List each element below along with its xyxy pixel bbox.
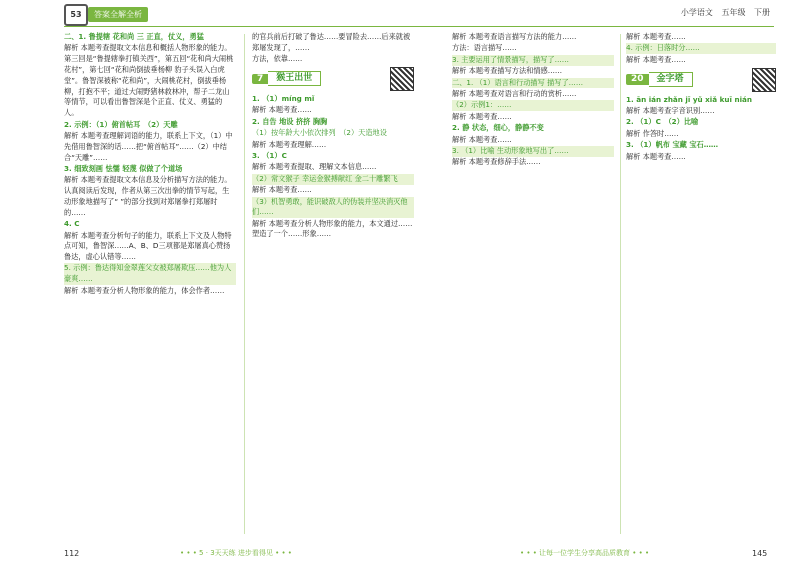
lesson-20-heading <box>626 68 776 92</box>
answer-line: 二、1. （1）语言和行动描写 描写了…… <box>452 78 614 89</box>
column-3 <box>452 32 614 530</box>
explanation-line: 解析 本题考查描写方法和情感…… <box>452 66 563 76</box>
page-number-left: 112 <box>64 549 80 558</box>
answer-line: 3. （1）帆布 宝藏 宝石…… <box>626 140 719 150</box>
answer-line: 1. ān ián zhǎn jī yǔ xiǎ kuī nián <box>626 94 753 104</box>
footer-slogan-right: • • • 让每一位学生分享高品质教育 • • • <box>520 549 650 557</box>
explanation-line: 解析 本题考查对语言和行动的赏析…… <box>452 88 577 98</box>
answer-line: 4. 示例：日落时分…… <box>626 43 776 54</box>
explanation-line: 解析 本题考查分析句子的能力，联系上下文及人物特点可知，鲁智深……A、B、D三项都是郑屠真心赞扬鲁达，虚心认错等…… <box>64 230 232 262</box>
answer-line: （2）示例1：…… <box>452 100 614 111</box>
explanation-line: 解析 本题考查分析人物形象的能力，体会作者…… <box>64 285 225 295</box>
explanation-line: 解析 本题考查…… <box>452 134 512 144</box>
subject-label: 小学语文 <box>680 8 713 17</box>
explanation-line: 方法：语言描写…… <box>452 43 517 53</box>
explanation-line: 解析 本题考查修辞手法…… <box>452 157 541 167</box>
header-tag: 答案全解全析 <box>88 7 148 22</box>
answer-line: 3. （1）比喻 生动形象地写出了…… <box>452 146 614 157</box>
page-header <box>0 0 800 30</box>
answer-line: 2. （1）C （2）比喻 <box>626 117 699 127</box>
answer-line: 3. （1）C <box>252 150 287 160</box>
answer-line: （1）按年龄大小依次排列 （2）天造地设 <box>252 128 387 138</box>
header-right <box>675 7 770 18</box>
explanation-line: 解析 本题考查…… <box>252 105 312 115</box>
column-divider <box>244 34 245 534</box>
explanation-line: 解析 本题考查…… <box>626 54 686 64</box>
lesson-number: 7 <box>252 74 268 85</box>
qr-code-icon <box>752 68 776 92</box>
column-4 <box>626 32 776 530</box>
explanation-line: 解析 本题考查…… <box>626 32 686 41</box>
lesson-title: 金字塔 <box>649 72 693 87</box>
explanation-line: 解析 本题考查分析人物形象的能力，本文通过……塑造了一个……形象…… <box>252 218 413 239</box>
explanation-line: 解析 本题考查提取文本信息和概括人物形象的能力。第三回是“鲁提辖拳打镇关西”，第五回“花和尚大闹桃花村”，第七回“花和尚倒拔垂杨柳 豹子头误入白虎堂”。鲁智深被称“花和尚”，大闹桃花村，倒拔垂杨柳，打抱不平；道过大闹野猪林救林冲，帮子二龙山等情节，可以看出鲁智深是个正直、仗义、勇猛的人。 <box>64 43 234 118</box>
explanation-line: 解析 本题考查…… <box>452 111 512 121</box>
grade-label: 五年级 <box>721 8 746 17</box>
explanation-line: 解析 本题考查提取、理解文本信息…… <box>252 162 377 172</box>
answer-line: （3）机智勇敢，能识破敌人的伪装并坚决消灭他们…… <box>252 197 414 219</box>
page-number-right: 145 <box>752 549 768 558</box>
answer-line: （2）常文猴子 幸运金猴搏献红 金二十雕繁飞 <box>252 174 414 185</box>
lesson-7-heading <box>252 67 414 91</box>
column-2 <box>252 32 414 530</box>
explanation-line: 解析 本题考查理解词语的能力，联系上下文，（1）中先借用鲁智深的话……把“俯首帖耳”……（2）中结合“天雕”…… <box>64 130 233 162</box>
column-1 <box>64 32 236 530</box>
brand-logo: 53 <box>64 4 88 26</box>
answer-line: 3. 主要运用了情景描写，描写了…… <box>452 55 614 66</box>
lesson-number: 20 <box>626 74 649 85</box>
text-line: 的官兵前后打破了鲁达……要冒险去……后来就被郑屠发现了，…… <box>252 32 411 52</box>
footer-slogan-left: • • • 5 · 3天天练 进步看得见 • • • <box>180 549 292 557</box>
answer-line: 2. 静 状态，细心，静静不变 <box>452 123 544 133</box>
lesson-title: 猴王出世 <box>268 71 321 86</box>
explanation-line: 解析 本题考查理解…… <box>252 139 327 149</box>
answer-line: 2. 示例：（1）俯首帖耳 （2）天雕 <box>64 119 178 129</box>
qr-code-icon <box>390 67 414 91</box>
text-line: 方法，依靠…… <box>252 54 303 64</box>
term-label: 下册 <box>754 8 770 17</box>
answer-line: 4. C <box>64 219 80 229</box>
explanation-line: 解析 本题考查提取文本信息及分析描写方法的能力。认真阅读后发现，作者从第三次出拳的情节写起，生动形象地描写了“ ”的部分找到对郑屠拳打郑屠时的…… <box>64 175 232 217</box>
explanation-line: 解析 作答时…… <box>626 128 679 138</box>
answer-line: 3. 细致刻画 怯懦 轻蔑 似做了个道场 <box>64 163 183 173</box>
answer-line: 5. 示例：鲁达得知金翠莲父女被郑屠欺压……他为人豪爽…… <box>64 263 236 285</box>
answer-line: 2. 自告 地设 挤挤 胸胸 <box>252 116 328 126</box>
explanation-line: 解析 本题考查…… <box>626 151 686 161</box>
header-divider <box>64 26 774 27</box>
explanation-line: 解析 本题考查字音识别…… <box>626 105 715 115</box>
answer-line: 二、1. 鲁提辖 花和尚 三 正直，仗义，勇猛 <box>64 32 204 41</box>
explanation-line: 解析 本题考查语言描写方法的能力…… <box>452 32 577 41</box>
answer-line: 1. （1）míng mǐ <box>252 93 315 103</box>
explanation-line: 解析 本题考查…… <box>252 185 312 195</box>
column-divider <box>620 34 621 534</box>
